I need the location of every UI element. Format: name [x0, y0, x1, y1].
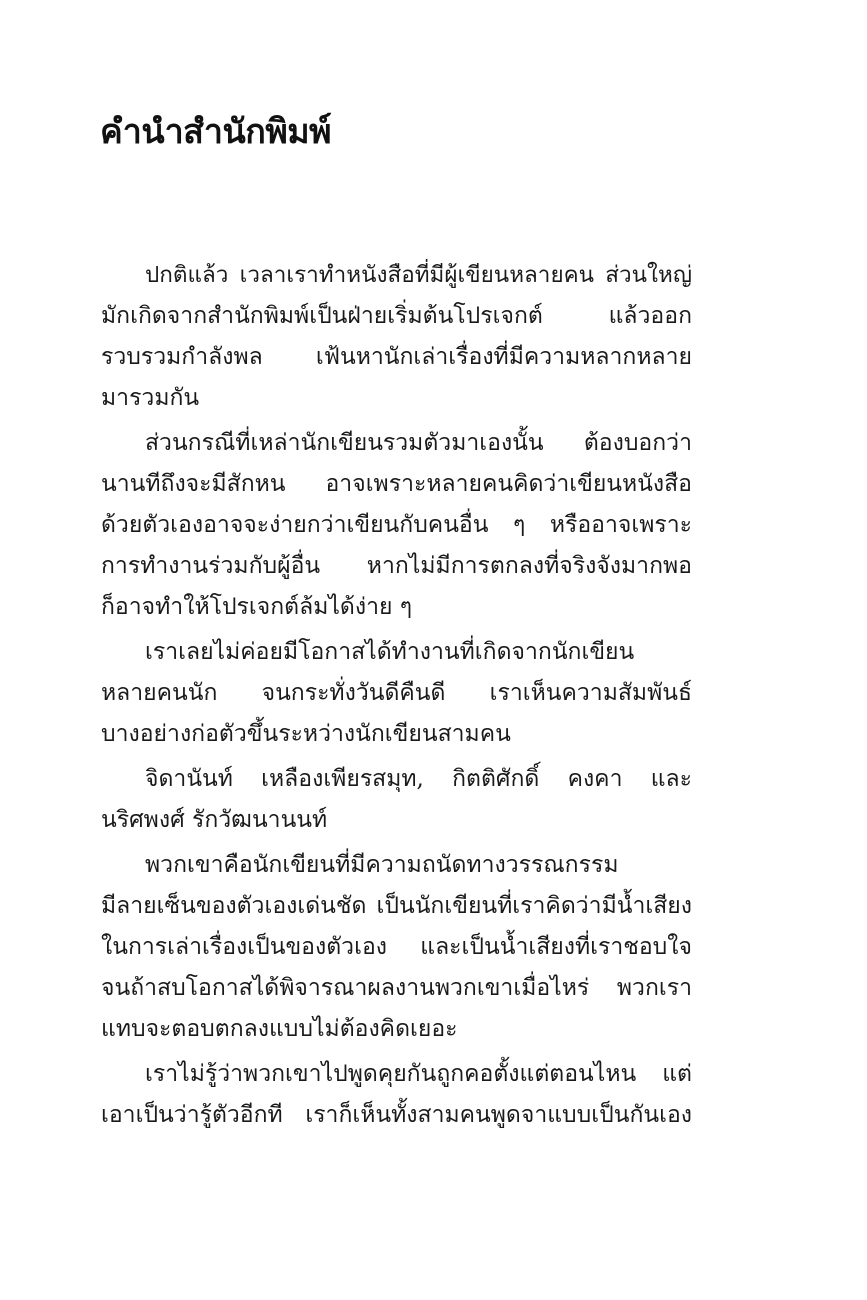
- text-line: เอาเป็นว่ารู้ตัวอีกที เราก็เห็นทั้งสามคนพูดจาแบบเป็นกันเอง: [101, 1102, 692, 1128]
- text-line: การทำงานร่วมกับผู้อื่น หากไม่มีการตกลงที่จริงจังมากพอ: [101, 553, 692, 579]
- paragraph: [101, 255, 692, 419]
- text-line: นริศพงศ์ รักวัฒนานนท์: [101, 807, 328, 833]
- text-line: มารวมกัน: [101, 385, 200, 411]
- text-line: มักเกิดจากสำนักพิมพ์เป็นฝ่ายเริ่มต้นโปรเจกต์ แล้วออก: [101, 303, 692, 329]
- text-line: จนถ้าสบโอกาสได้พิจารณาผลงานพวกเขาเมื่อไหร่ พวกเรา: [101, 975, 692, 1001]
- text-line: บางอย่างก่อตัวขึ้นระหว่างนักเขียนสามคน: [101, 721, 511, 747]
- text-line: ส่วนกรณีที่เหล่านักเขียนรวมตัวมาเองนั้น ต้องบอกว่า: [145, 430, 692, 456]
- paragraph: [101, 845, 692, 1050]
- paragraph: [101, 423, 692, 628]
- paragraph: [101, 1054, 692, 1136]
- text-line: แทบจะตอบตกลงแบบไม่ต้องคิดเยอะ: [101, 1016, 458, 1042]
- text-line: เราเลยไม่ค่อยมีโอกาสได้ทำงานที่เกิดจากนักเขียน: [145, 639, 635, 665]
- text-line: เราไม่รู้ว่าพวกเขาไปพูดคุยกันถูกคอตั้งแต่ตอนไหน แต่: [145, 1061, 692, 1087]
- text-line: นานทีถึงจะมีสักหน อาจเพราะหลายคนคิดว่าเขียนหนังสือ: [101, 471, 692, 497]
- text-line: ปกติแล้ว เวลาเราทำหนังสือที่มีผู้เขียนหลายคน ส่วนใหญ่: [145, 262, 692, 288]
- paragraph: [101, 632, 692, 755]
- text-line: มีลายเซ็นของตัวเองเด่นชัด เป็นนักเขียนที่เราคิดว่ามีน้ำเสียง: [101, 893, 692, 919]
- body-text: [101, 255, 692, 1140]
- text-line: ก็อาจทำให้โปรเจกต์ล้มได้ง่าย ๆ: [101, 594, 413, 620]
- text-line: จิดานันท์ เหลืองเพียรสมุท, กิตติศักดิ์ คงคา และ: [145, 766, 692, 792]
- text-line: ในการเล่าเรื่องเป็นของตัวเอง และเป็นน้ำเสียงที่เราชอบใจ: [101, 934, 692, 960]
- text-line: ด้วยตัวเองอาจจะง่ายกว่าเขียนกับคนอื่น ๆ หรืออาจเพราะ: [101, 512, 692, 538]
- text-line: พวกเขาคือนักเขียนที่มีความถนัดทางวรรณกรรม: [145, 852, 619, 878]
- page-title: คำนำสำนักพิมพ์: [100, 112, 332, 152]
- text-line: หลายคนนัก จนกระทั่งวันดีคืนดี เราเห็นความสัมพันธ์: [101, 680, 692, 706]
- paragraph: [101, 759, 692, 841]
- text-line: รวบรวมกำลังพล เฟ้นหานักเล่าเรื่องที่มีความหลากหลาย: [101, 344, 692, 370]
